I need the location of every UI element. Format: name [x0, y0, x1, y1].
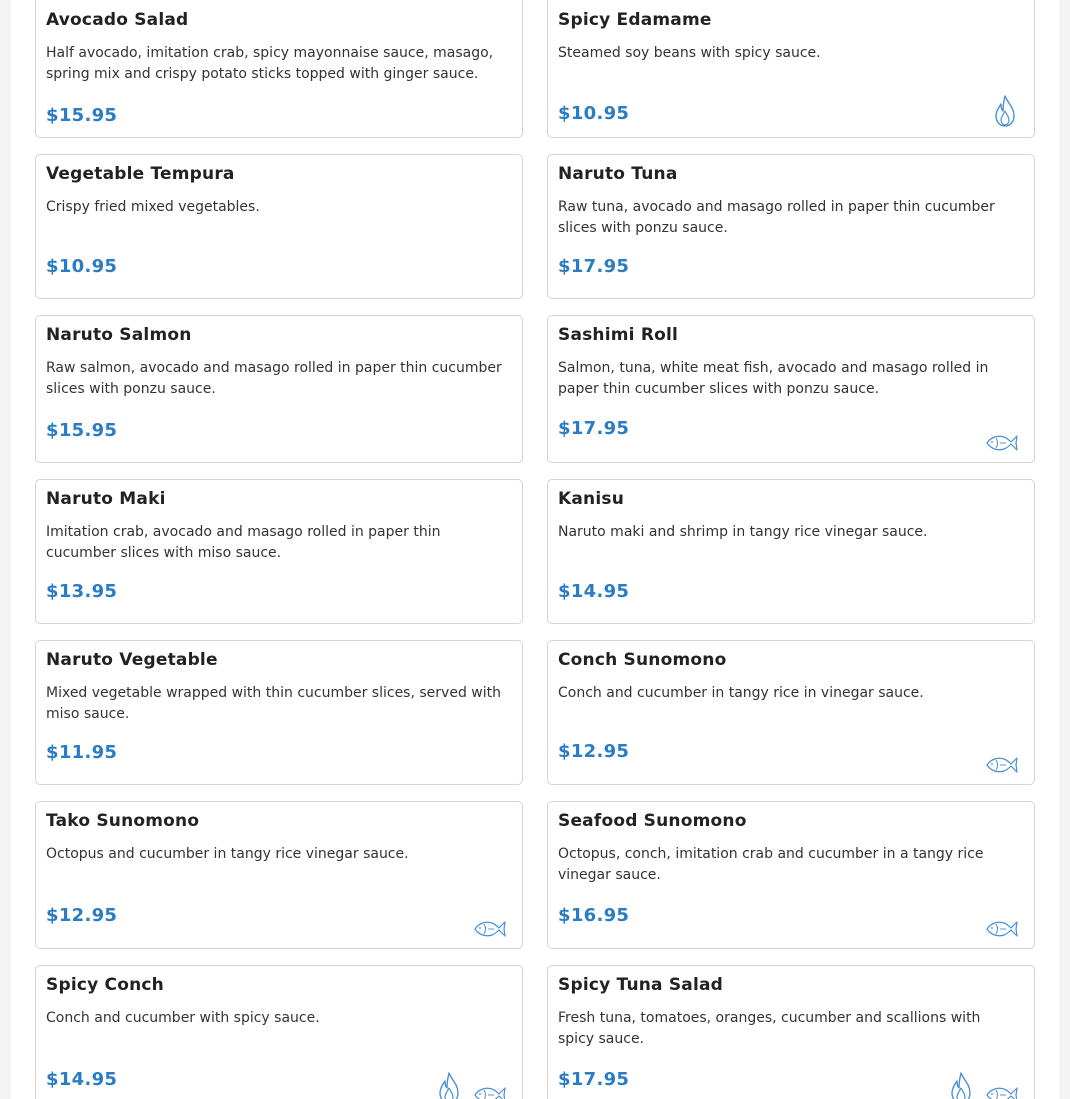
- menu-item-name: Conch Sunomono: [558, 650, 727, 670]
- menu-item-name: Spicy Conch: [46, 975, 164, 995]
- menu-item-price: $10.95: [46, 256, 118, 277]
- menu-item-description: Naruto maki and shrimp in tangy rice vinegar sauce.: [558, 524, 928, 540]
- menu-item-description: Octopus and cucumber in tangy rice vinegar sauce.: [46, 846, 409, 862]
- menu-item-card[interactable]: [547, 315, 1035, 463]
- menu-item-description: Steamed soy beans with spicy sauce.: [558, 45, 821, 61]
- menu-item-name: Spicy Edamame: [558, 10, 712, 30]
- menu-item-card[interactable]: [547, 154, 1035, 299]
- menu-item-price: $13.95: [46, 581, 118, 602]
- menu-item-price: $15.95: [46, 420, 118, 441]
- menu-item-description: Conch and cucumber in tangy rice in vinegar sauce.: [558, 685, 924, 701]
- menu-item-card[interactable]: [35, 479, 523, 624]
- menu-item-card[interactable]: [547, 479, 1035, 624]
- menu-item-card[interactable]: [35, 965, 523, 1099]
- seafood-icon: [986, 920, 1018, 938]
- menu-item-description: Crispy fried mixed vegetables.: [46, 199, 260, 215]
- menu-item-price: $17.95: [558, 1069, 630, 1090]
- menu-item-price: $16.95: [558, 905, 630, 926]
- menu-item-price: $17.95: [558, 418, 630, 439]
- menu-item-card[interactable]: [35, 154, 523, 299]
- menu-item-name: Vegetable Tempura: [46, 164, 235, 184]
- seafood-icon: [986, 756, 1018, 774]
- menu-item-card[interactable]: [35, 0, 523, 138]
- menu-item-name: Tako Sunomono: [46, 811, 200, 831]
- menu-item-card[interactable]: [35, 640, 523, 785]
- dietary-icons: [992, 95, 1018, 127]
- menu-item-card[interactable]: [547, 0, 1035, 138]
- menu-item-card[interactable]: [35, 801, 523, 949]
- menu-item-name: Naruto Maki: [46, 489, 166, 509]
- menu-item-description: Imitation crab, avocado and masago rolled in paper thin cucumber slices with miso sauce.: [46, 524, 441, 561]
- dietary-icons: [986, 920, 1018, 938]
- spicy-icon: [948, 1072, 974, 1099]
- menu-item-price: $17.95: [558, 256, 630, 277]
- menu-item-card[interactable]: [547, 640, 1035, 785]
- dietary-icons: [986, 434, 1018, 452]
- menu-item-name: Seafood Sunomono: [558, 811, 747, 831]
- menu-item-description: Salmon, tuna, white meat fish, avocado and masago rolled in paper thin cucumber slices with ponzu sauce.: [558, 360, 989, 397]
- spicy-icon: [436, 1072, 462, 1099]
- seafood-icon: [474, 920, 506, 938]
- menu-item-description: Fresh tuna, tomatoes, oranges, cucumber and scallions with spicy sauce.: [558, 1010, 981, 1047]
- dietary-icons: [436, 1072, 506, 1099]
- menu-item-description: Mixed vegetable wrapped with thin cucumber slices, served with miso sauce.: [46, 685, 501, 722]
- dietary-icons: [948, 1072, 1018, 1099]
- menu-item-name: Naruto Vegetable: [46, 650, 218, 670]
- menu-item-price: $14.95: [558, 581, 630, 602]
- menu-item-description: Octopus, conch, imitation crab and cucumber in a tangy rice vinegar sauce.: [558, 846, 984, 883]
- menu-item-description: Raw tuna, avocado and masago rolled in paper thin cucumber slices with ponzu sauce.: [558, 199, 995, 236]
- spicy-icon: [992, 95, 1018, 127]
- dietary-icons: [474, 920, 506, 938]
- seafood-icon: [986, 1086, 1018, 1099]
- menu-item-card[interactable]: [547, 801, 1035, 949]
- menu-page: [11, 0, 1059, 1099]
- menu-item-price: $12.95: [558, 741, 630, 762]
- menu-item-name: Kanisu: [558, 489, 624, 509]
- menu-item-name: Sashimi Roll: [558, 325, 679, 345]
- menu-item-price: $14.95: [46, 1069, 118, 1090]
- menu-item-price: $11.95: [46, 742, 118, 763]
- menu-item-price: $12.95: [46, 905, 118, 926]
- menu-item-card[interactable]: [35, 315, 523, 463]
- menu-item-card[interactable]: [547, 965, 1035, 1099]
- menu-item-name: Naruto Salmon: [46, 325, 192, 345]
- dietary-icons: [986, 756, 1018, 774]
- menu-item-description: Half avocado, imitation crab, spicy mayonnaise sauce, masago, spring mix and crispy potato sticks topped with ginger sauce.: [46, 45, 494, 82]
- menu-item-description: Conch and cucumber with spicy sauce.: [46, 1010, 320, 1026]
- menu-item-name: Avocado Salad: [46, 10, 189, 30]
- menu-item-price: $15.95: [46, 105, 118, 126]
- menu-item-description: Raw salmon, avocado and masago rolled in paper thin cucumber slices with ponzu sauce.: [46, 360, 502, 397]
- seafood-icon: [474, 1086, 506, 1099]
- menu-item-name: Naruto Tuna: [558, 164, 678, 184]
- menu-item-price: $10.95: [558, 103, 630, 124]
- menu-item-name: Spicy Tuna Salad: [558, 975, 724, 995]
- seafood-icon: [986, 434, 1018, 452]
